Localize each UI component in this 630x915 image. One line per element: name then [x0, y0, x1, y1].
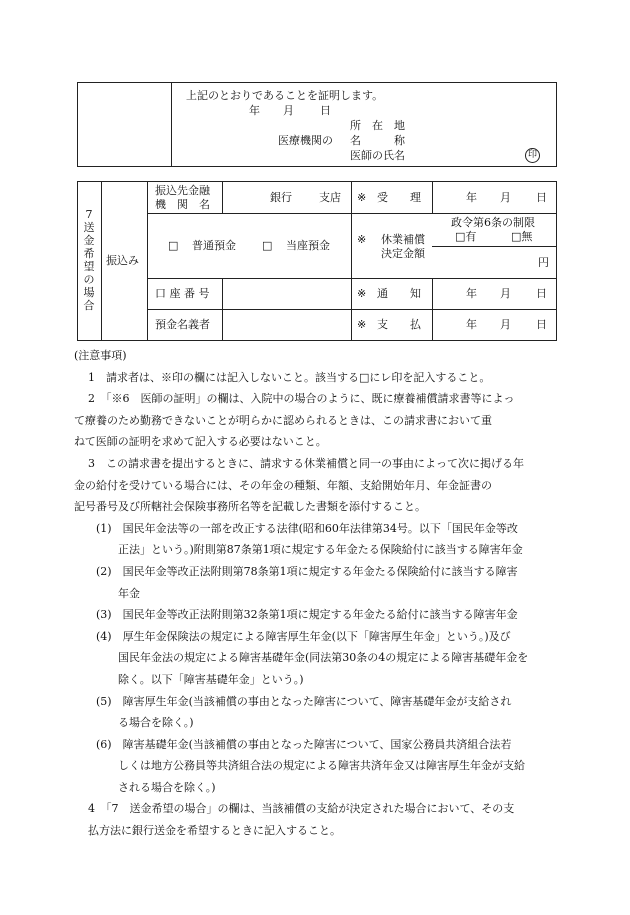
note-4-line2: 払方法に銀行送金を希望するときに記入すること。: [88, 824, 341, 838]
yen-label: 円: [538, 256, 549, 269]
decision-label-line2: 決定金額: [381, 247, 425, 260]
notice-month: 月: [500, 287, 511, 300]
note-2-line1: 2 「※6 医師の証明」の欄は、入院中の場合のように、既に療養補償請求書等によっ: [88, 392, 515, 406]
cert-year-label: 年: [249, 104, 260, 117]
certification-statement: 上記のとおりであることを証明します。: [186, 89, 384, 102]
item-1-line2: 正法」という。)附則第87条第1項に規定する年金たる保険給付に該当する障害年金: [118, 543, 523, 557]
item-4-line3: 除く。以下「障害基礎年金」という。): [118, 672, 304, 686]
bank-label: 銀行: [270, 191, 292, 204]
transfer-method-label: 振込み: [106, 254, 139, 267]
payment-month: 月: [500, 318, 511, 331]
ordinary-deposit-checkbox[interactable]: □: [168, 239, 179, 252]
bank-name-label-line1: 振込先金融: [155, 184, 210, 197]
item-6-line1: (6) 障害基礎年金(当該補償の事由となった障害について、国家公務員共済組合法若: [96, 737, 512, 751]
item-6-line3: される場合を除く。): [118, 780, 216, 794]
current-deposit-label: 当座預金: [286, 239, 330, 252]
account-number-label: 口 座 番 号: [155, 287, 210, 300]
item-2-line1: (2) 国民年金等改正法附則第78条第1項に規定する年金たる保険給付に該当する障害: [96, 564, 518, 578]
address-label: 所 在 地: [350, 119, 405, 132]
item-2-line2: 年金: [118, 586, 140, 600]
note-3-line1: 3 この請求書を提出するときに、請求する休業補償と同一の事由によって次に掲げる年: [88, 456, 524, 470]
seal-icon: 印: [525, 148, 540, 163]
restriction-label: 政令第6条の制限: [451, 216, 535, 229]
note-1: 1 請求者は、※印の欄には記入しないこと。該当する□にレ印を記入すること。: [88, 370, 491, 384]
receipt-label: 受 理: [377, 191, 421, 204]
note-3-line3: 記号番号及び所轄社会保険事務所名等を記載した書類を添付すること。: [74, 500, 426, 514]
item-4-line1: (4) 厚生年金保険法の規定による障害厚生年金(以下「障害厚生年金」という。)及び: [96, 629, 511, 643]
notice-label: 通 知: [377, 287, 421, 300]
item-5-line2: る場合を除く。): [118, 716, 194, 730]
receipt-year: 年: [466, 191, 477, 204]
cert-month-label: 月: [283, 104, 294, 117]
notice-year: 年: [466, 287, 477, 300]
mark-payment: ※: [357, 318, 367, 331]
bank-name-label-line2: 機 関 名: [155, 198, 210, 211]
mark-decision: ※: [357, 233, 367, 246]
current-deposit-checkbox[interactable]: □: [262, 239, 273, 252]
restriction-has-checkbox[interactable]: □有: [455, 230, 477, 243]
mark-notice: ※: [357, 287, 367, 300]
notes-header: (注意事項): [74, 349, 127, 362]
notes-section: [74, 345, 560, 842]
receipt-month: 月: [500, 191, 511, 204]
mark-receipt: ※: [357, 191, 367, 204]
account-holder-label: 預金名義者: [155, 318, 210, 331]
item-6-line2: しくは地方公務員等共済組合法の規定による障害共済年金又は障害厚生年金が支給: [118, 759, 525, 773]
ordinary-deposit-label: 普通預金: [192, 239, 236, 252]
medical-institution-label: 医療機関の: [278, 134, 333, 147]
notice-day: 日: [536, 287, 547, 300]
institution-name-label: 名 称: [350, 134, 405, 147]
note-3-line2: 金の給付を受けている場合には、その年金の種類、年額、支給開始年月、年金証書の: [74, 478, 492, 492]
decision-label-line1: 休業補償: [381, 233, 425, 246]
cert-day-label: 日: [320, 104, 331, 117]
item-1-line1: (1) 国民年金法等の一部を改正する法律(昭和60年法律第34号。以下「国民年金等改: [96, 521, 518, 535]
branch-label: 支店: [319, 191, 341, 204]
note-2-line3: ねて医師の証明を求めて記入する必要はないこと。: [74, 435, 327, 449]
item-4-line2: 国民年金法の規定による障害基礎年金(同法第30条の4の規定による障害基礎年金を: [118, 651, 529, 665]
restriction-none-checkbox[interactable]: □無: [511, 230, 533, 243]
section-title-remittance: 7送金希望の場合: [83, 208, 95, 312]
receipt-day: 日: [536, 191, 547, 204]
item-3: (3) 国民年金等改正法附則第32条第1項に規定する年金たる給付に該当する障害年金: [96, 608, 518, 622]
doctor-name-label: 医師の氏名: [350, 149, 405, 162]
payment-label: 支 払: [377, 318, 421, 331]
payment-day: 日: [536, 318, 547, 331]
note-2-line2: て療養のため勤務できないことが明らかに認められるときは、この請求書において重: [74, 413, 492, 427]
payment-year: 年: [466, 318, 477, 331]
item-5-line1: (5) 障害厚生年金(当該補償の事由となった障害について、障害基礎年金が支給され: [96, 694, 512, 708]
note-4-line1: 4 「7 送金希望の場合」の欄は、当該補償の支給が決定された場合において、その支: [88, 802, 515, 816]
